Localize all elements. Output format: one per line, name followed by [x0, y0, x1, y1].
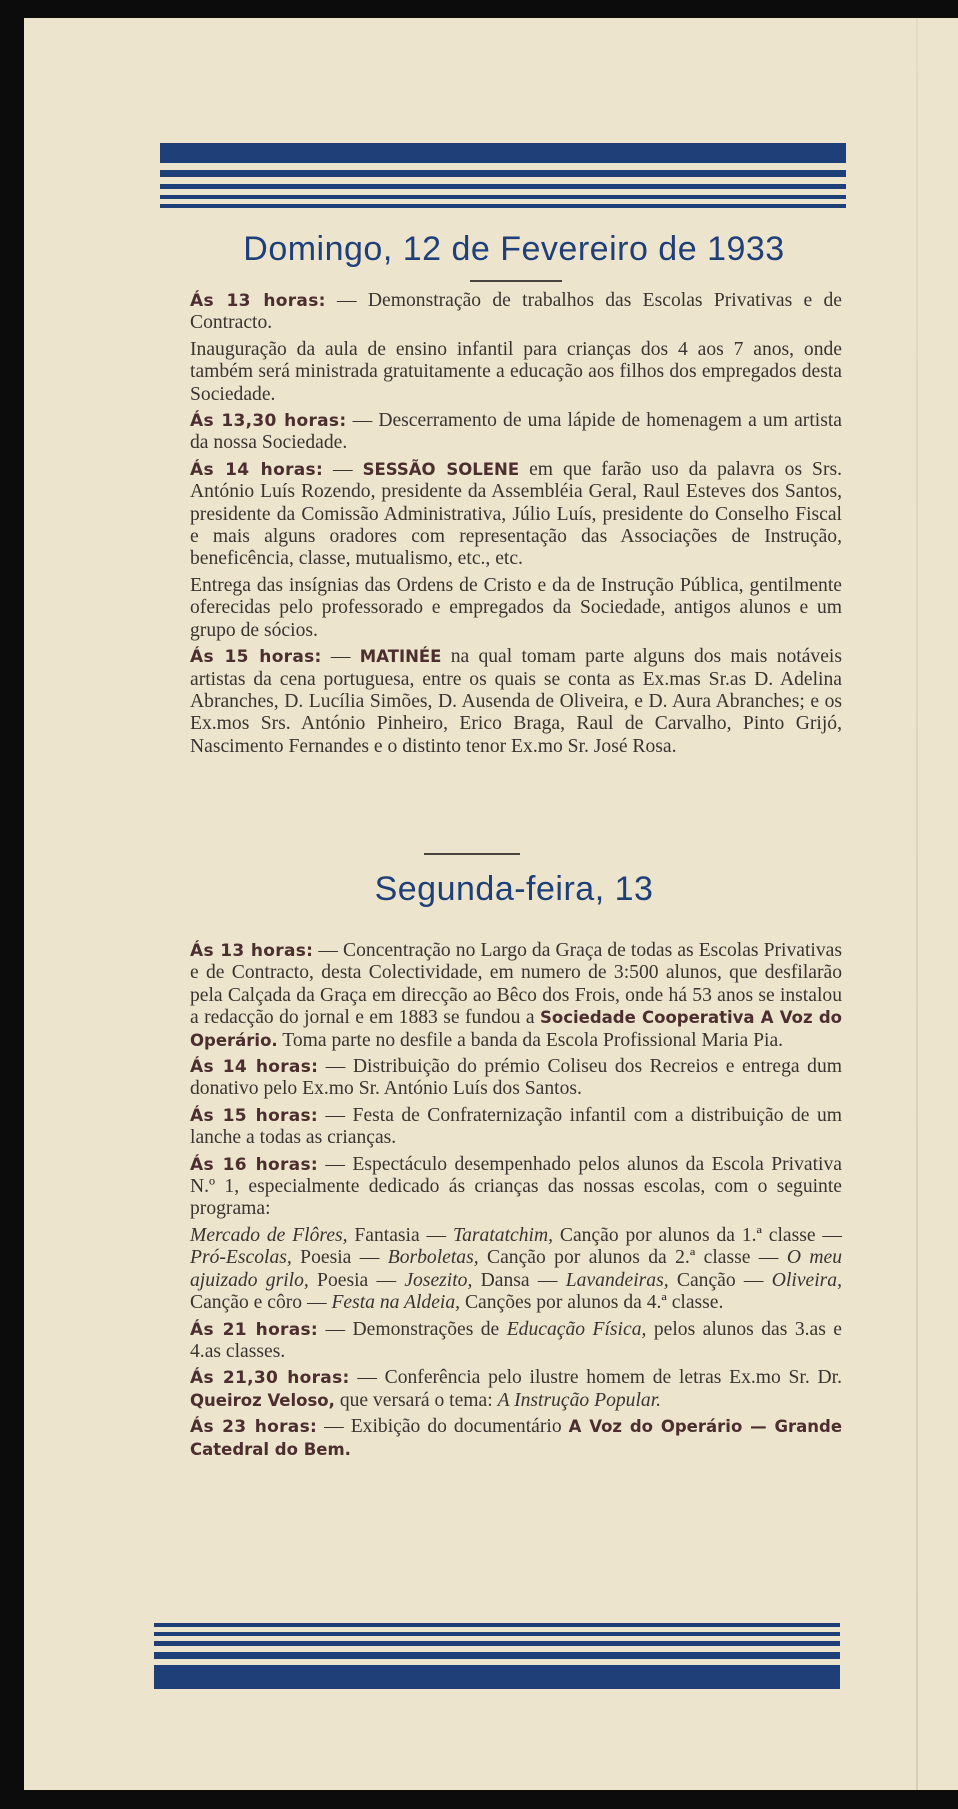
page-fold — [916, 18, 918, 1790]
day1-item-14h: Ás 14 horas: — SESSÃO SOLENE em que farão uso da palavra os Srs. António Luís Rozendo, presidente da Assembléia Geral, Raul Esteves dos Santos, presidente da Comissão Administrativa, Júlio Luís, presidente do Conselho Fiscal e mais alguns oradores com representação das Associações de Instrução, beneficência, classe, mutualismo, etc., etc. — [190, 458, 842, 570]
day2-item-21h: Ás 21 horas: — Demonstrações de Educação Física, pelos alunos das 3.as e 4.as classes. — [190, 1318, 842, 1362]
day1-rule — [470, 280, 562, 282]
day2-title: Segunda-feira, 13 — [374, 870, 654, 908]
day1-item-inauguration: Inauguração da aula de ensino infantil para crianças dos 4 aos 7 anos, onde também será ministrada gratuitamente a educação aos filhos dos empregados desta Sociedade. — [190, 338, 842, 405]
program-sheet — [24, 18, 958, 1790]
day1-item-1330h: Ás 13,30 horas: — Descerramento de uma lápide de homenagem a um artista da nossa Sociedade. — [190, 410, 842, 454]
day1-item-15h: Ás 15 horas: — MATINÉE na qual tomam parte alguns dos mais notáveis artistas da cena portuguesa, entre os quais se conta as Ex.mas Sr.as D. Adelina Abranches, D. Lucília Simões, D. Ausenda de Oliveira, e D. Aura Abranches; e os Ex.mos Srs. António Pinheiro, Erico Braga, Raul de Carvalho, Pinto Grijó, Nascimento Fernandes e o distinto tenor Ex.mo Sr. José Rosa. — [190, 646, 842, 757]
bottom-stripe-band — [154, 1623, 840, 1691]
day2-item-14h: Ás 14 horas: — Distribuição do prémio Coliseu dos Recreios e entrega dum donativo pelo Ex.mo Sr. António Luís dos Santos. — [190, 1056, 842, 1100]
day1-item-13h: Ás 13 horas: — Demonstração de trabalhos das Escolas Privativas e de Contracto. — [190, 290, 842, 334]
day2-item-2130h: Ás 21,30 horas: — Conferência pelo ilustre homem de letras Ex.mo Sr. Dr. Queiroz Veloso, que versará o tema: A Instrução Popular. — [190, 1367, 842, 1411]
day2-item-16h: Ás 16 horas: — Espectáculo desempenhado pelos alunos da Escola Privativa N.º 1, especialmente dedicado ás crianças das nossas escolas, com o seguinte programa: — [190, 1153, 842, 1220]
day2-program-list: Mercado de Flôres, Fantasia — Taratatchim, Canção por alunos da 1.ª classe — Pró-Escolas, Poesia — Borboletas, Canção por alunos da 2.ª classe — O meu ajuizado grilo, Poesia — Josezito, Dansa — Lavandeiras, Canção — Oliveira, Canção e côro — Festa na Aldeia, Canções por alunos da 4.ª classe. — [190, 1224, 843, 1314]
day2-item-13h: Ás 13 horas: — Concentração no Largo da Graça de todas as Escolas Privativas e de Contracto, desta Colectividade, em numero de 3:500 alunos, que desfilarão pela Calçada da Graça em direcção ao Bêco dos Frois, onde há 53 anos se instalou a redacção do jornal e em 1883 se fundou a Sociedade Cooperativa A Voz do Operário. Toma parte no desfile a banda da Escola Profissional Maria Pia. — [190, 940, 842, 1051]
day2-item-23h: Ás 23 horas: — Exibição do documentário A Voz do Operário — Grande Catedral do Bem. — [190, 1416, 843, 1459]
top-stripe-band — [160, 143, 846, 213]
day1-item-insignias: Entrega das insígnias das Ordens de Cristo e da de Instrução Pública, gentilmente oferecidas pelo professorado e empregados da Sociedade, antigos alunos e um grupo de sócios. — [190, 574, 842, 641]
mid-rule — [424, 853, 520, 855]
day1-program — [190, 290, 842, 758]
day2-program — [190, 940, 842, 1461]
day1-title: Domingo, 12 de Fevereiro de 1933 — [243, 230, 785, 268]
day2-item-15h: Ás 15 horas: — Festa de Confraternização infantil com a distribuição de um lanche a todas as crianças. — [190, 1104, 842, 1149]
